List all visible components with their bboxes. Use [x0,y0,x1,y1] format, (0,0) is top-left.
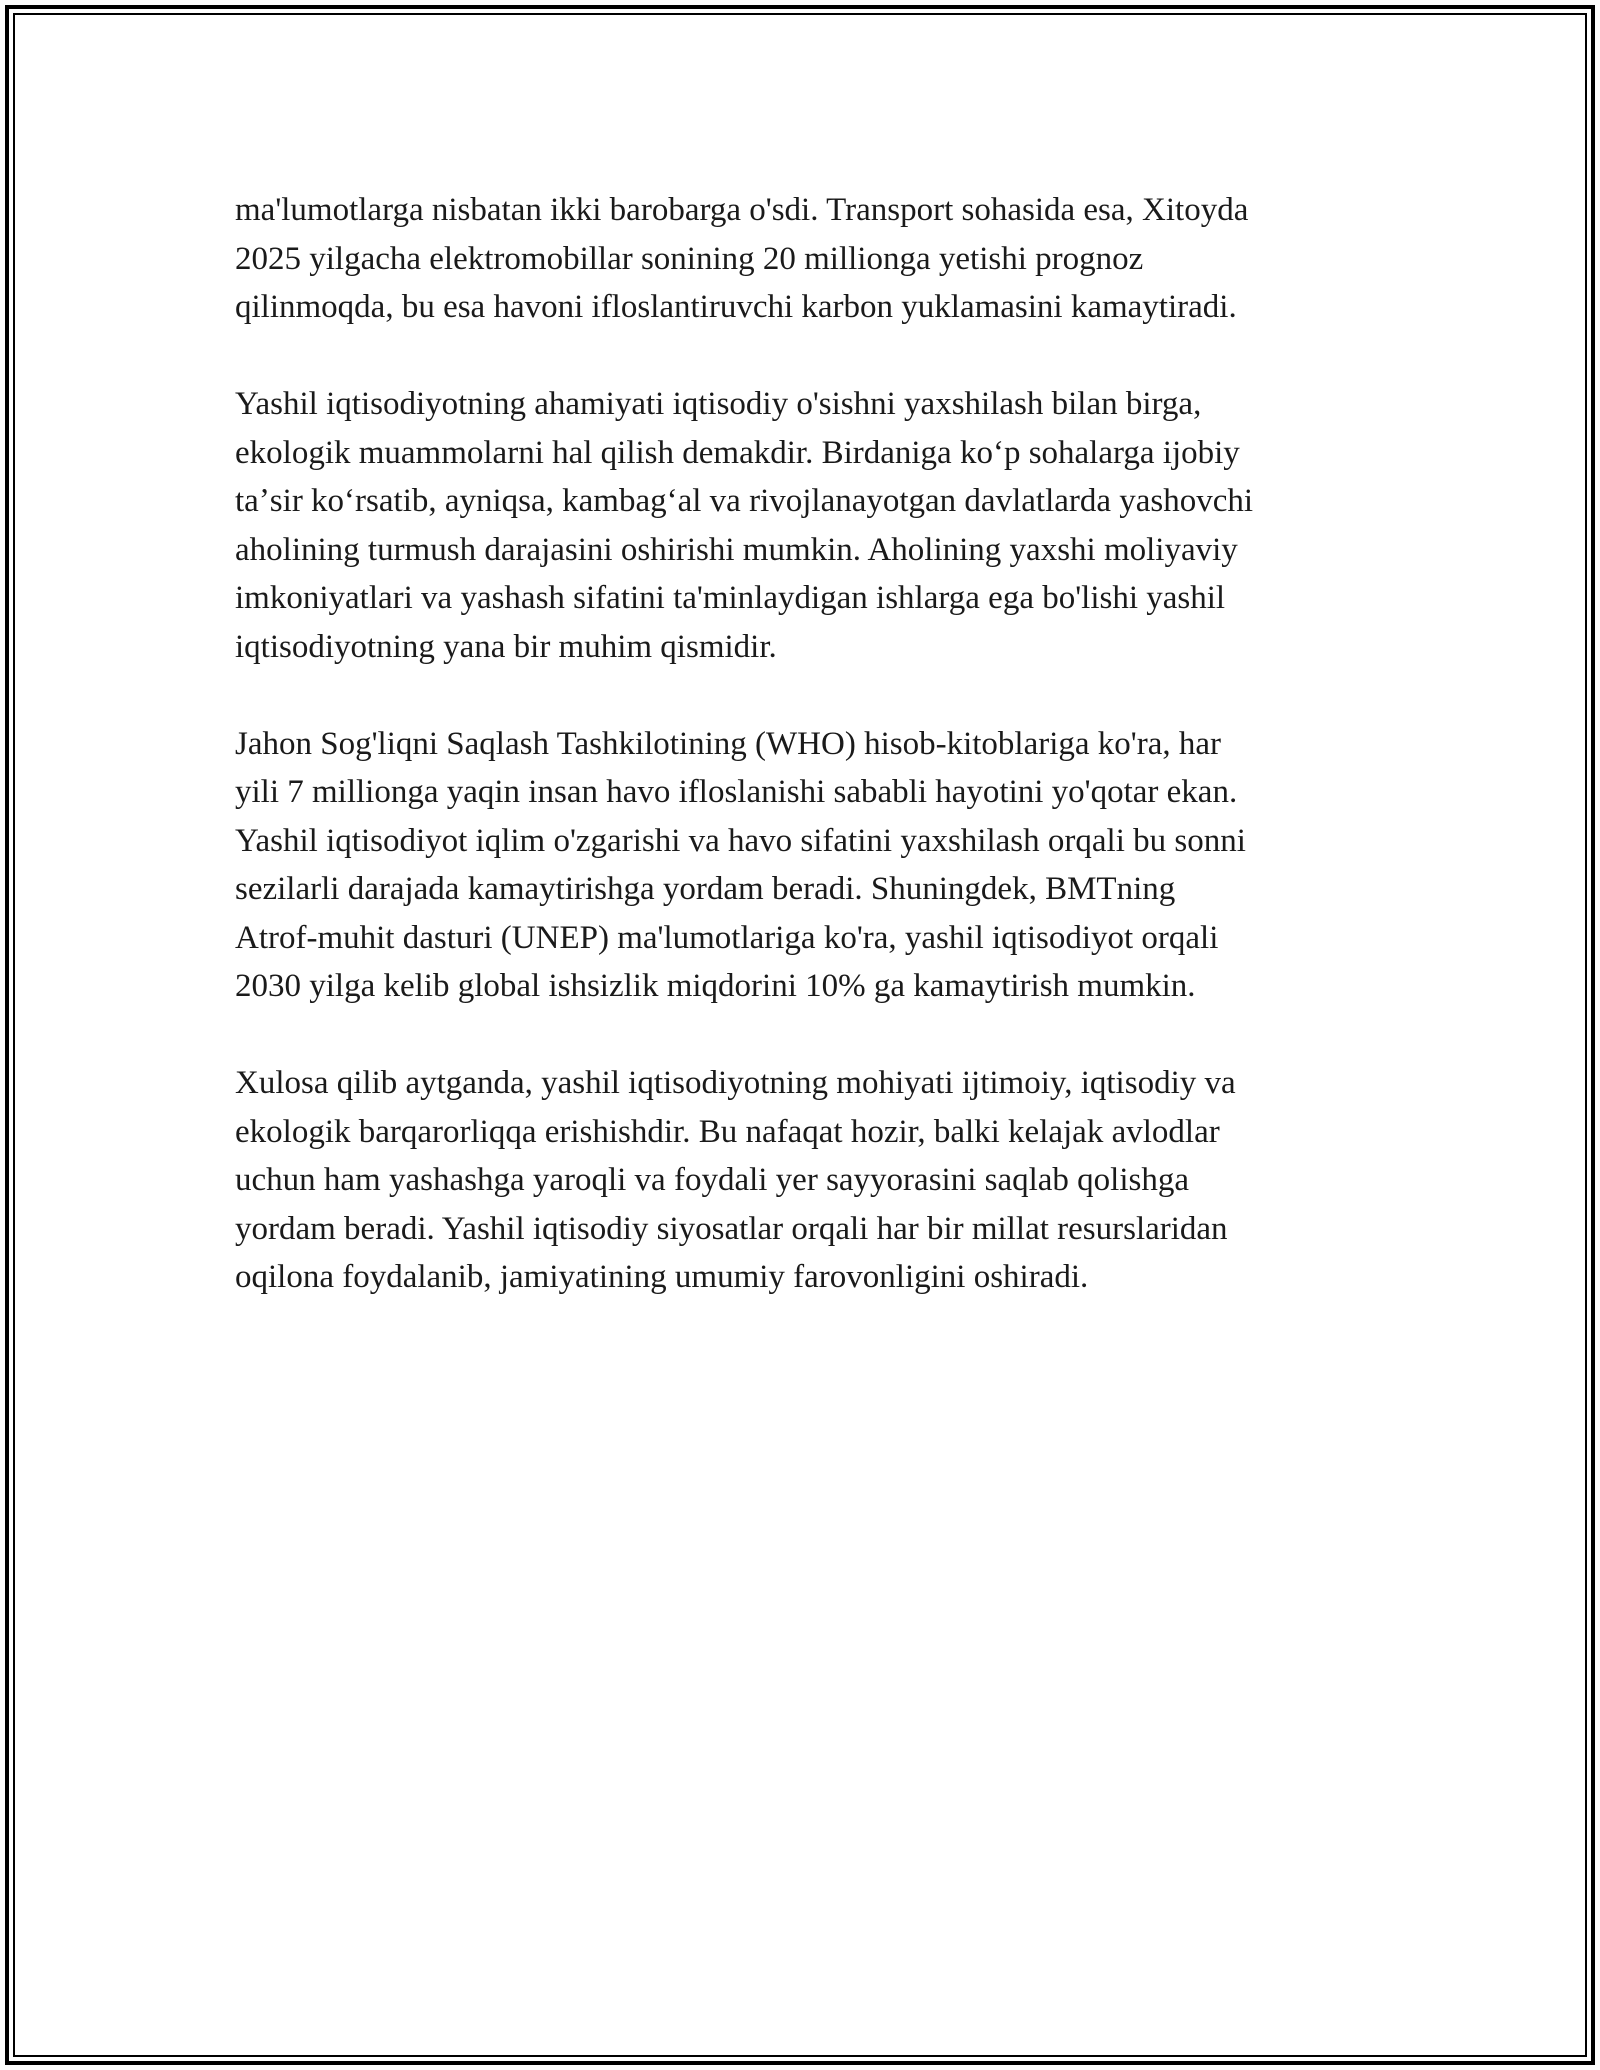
text-line: sezilarli darajada kamaytirishga yordam beradi. Shuningdek, BMTning [235,871,1176,907]
paragraph-ev-growth [235,186,1375,332]
text-line: taʼsir koʻrsatib, ayniqsa, kambagʻal va rivojlanayotgan davlatlarda yashovchi [235,483,1254,519]
text-line: ekologik barqarorliqqa erishishdir. Bu nafaqat hozir, balki kelajak avlodlar [235,1113,1220,1150]
document-body [235,186,1375,1350]
text-line: Jahon Sog'liqni Saqlash Tashkilotining (WHO) hisob-kitoblariga ko'ra, har [235,725,1222,762]
paragraph-conclusion [235,1059,1375,1302]
text-line: qilinmoqda, bu esa havoni ifloslantiruvchi karbon yuklamasini kamaytiradi. [235,289,1237,325]
text-line: Yashil iqtisodiyot iqlim o'zgarishi va havo sifatini yaxshilash orqali bu sonni [235,822,1246,859]
paragraph-who-unep [235,720,1375,1011]
text-line: Xulosa qilib aytganda, yashil iqtisodiyotning mohiyati ijtimoiy, iqtisodiy va [235,1065,1236,1101]
text-line: 2030 yilga kelib global ishsizlik miqdorini 10% ga kamaytirish mumkin. [235,968,1196,1004]
text-line: oqilona foydalanib, jamiyatining umumiy farovonligini oshiradi. [235,1259,1089,1295]
text-line: Yashil iqtisodiyotning ahamiyati iqtisodiy o'sishni yaxshilash bilan birga, [235,386,1202,422]
text-line: ekologik muammolarni hal qilish demakdir. Birdaniga koʻp sohalarga ijobiy [235,434,1240,471]
text-line: ma'lumotlarga nisbatan ikki barobarga o'sdi. Transport sohasida esa, Xitoyda [235,192,1249,228]
text-line: imkoniyatlari va yashash sifatini ta'minlaydigan ishlarga ega bo'lishi yashil [235,580,1226,616]
text-line: 2025 yilgacha elektromobillar sonining 20 millionga yetishi prognoz [235,240,1144,277]
text-line: uchun ham yashashga yaroqli va foydali yer sayyorasini saqlab qolishga [235,1162,1190,1198]
text-line: Atrof-muhit dasturi (UNEP) ma'lumotlariga ko'ra, yashil iqtisodiyot orqali [235,919,1219,956]
text-line: yordam beradi. Yashil iqtisodiy siyosatlar orqali har bir millat resurslaridan [235,1210,1228,1247]
text-line: aholining turmush darajasini oshirishi mumkin. Aholining yaxshi moliyaviy [235,531,1238,568]
text-line: iqtisodiyotning yana bir muhim qismidir. [235,628,777,665]
text-line: yili 7 millionga yaqin insan havo ifloslanishi sababli hayotini yo'qotar ekan. [235,774,1238,810]
paragraph-green-economy-importance [235,380,1375,671]
